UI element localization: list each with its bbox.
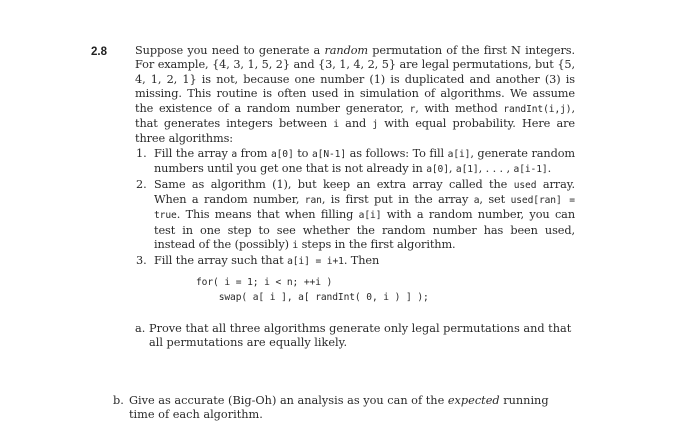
code-term: a[i]	[447, 148, 471, 160]
text-run: and	[338, 117, 373, 131]
text-run: , . . . ,	[478, 162, 514, 176]
text-run: , generate random numbers until you get one that is not already in	[154, 146, 576, 176]
exercise-intro	[135, 44, 575, 147]
algorithm-number: 2.	[136, 177, 147, 191]
code-term: used[ran] = true	[154, 195, 575, 222]
code-term: r	[409, 103, 416, 115]
text-run: to	[293, 146, 312, 160]
text-run: Fill the array	[154, 146, 232, 160]
text-run: .	[547, 162, 552, 176]
code-block	[196, 275, 575, 305]
code-term: a[i]	[358, 210, 382, 222]
text-run: , set	[479, 193, 511, 207]
text-run: from	[237, 146, 271, 160]
code-term: j	[372, 119, 379, 131]
algorithm-item-1	[135, 147, 575, 178]
algorithm-text	[154, 178, 575, 252]
code-term: a[N-1]	[311, 148, 347, 160]
text-run: with equal probability. Here are three algorithms:	[135, 117, 575, 146]
text-run: Same as algorithm (1), but keep an extra array called the	[154, 177, 514, 191]
code-term: a	[473, 195, 480, 207]
text-run: . Then	[343, 253, 380, 267]
text-run: , with method	[415, 101, 504, 115]
text-run: Fill the array such that	[154, 253, 288, 267]
code-line: for( i = 1; i < n; ++i )	[196, 277, 333, 289]
text-run: permutation of the first N integers. For example, {4, 3, 1, 5, 2} and {3, 1, 4, 2, 5} are legal permutations, but {5, 4, 1, 2, 1} is not, because one number (1) is duplicated and another (3) is missing. This routine is often used in simulation of algorithms. We assume the existence of a random number generator,	[135, 44, 575, 115]
code-term: used	[513, 179, 537, 191]
code-term: a	[231, 148, 238, 160]
part-label: a.	[135, 322, 146, 335]
algorithm-text	[154, 147, 575, 175]
code-term: a[1]	[455, 164, 479, 176]
text-run: array. When a random number,	[154, 177, 575, 207]
text-run: , that generates integers between	[135, 101, 575, 131]
text-run: as follows: To fill	[346, 146, 448, 160]
code-line: swap( a[ i ], a[ randInt( 0, i ) ] );	[196, 292, 429, 304]
question-part-b	[113, 394, 575, 423]
code-term: a[0]	[270, 148, 294, 160]
code-term: i	[333, 119, 339, 131]
text-run: Give as accurate (Big-Oh) an analysis as you can of the	[129, 394, 448, 407]
code-term: a[i-1]	[513, 164, 548, 176]
question-part-a	[135, 322, 575, 351]
code-term: randInt(i,j)	[503, 103, 572, 115]
algorithm-number: 1.	[136, 146, 147, 160]
text-run: ,	[448, 162, 456, 176]
code-term: a[i] = i+1	[287, 255, 344, 267]
emphasis-text: expected	[447, 394, 500, 407]
text-run: with a random number, you can test in one step to see whether the random number has been used, instead of the (possibly)	[154, 208, 575, 252]
text-run: , is first put in the array	[321, 193, 474, 207]
algorithm-item-2	[135, 178, 575, 254]
code-term: i	[292, 240, 299, 252]
algorithm-item-3	[135, 254, 575, 305]
part-label: b.	[113, 394, 124, 407]
algorithm-text	[154, 254, 379, 267]
text-run: Suppose you need to generate a	[135, 44, 325, 57]
code-term: ran	[304, 195, 322, 207]
part-text	[113, 394, 575, 423]
algorithm-list	[135, 147, 575, 305]
code-term: a[0]	[426, 164, 449, 176]
exercise-number: 2.8	[91, 46, 107, 58]
algorithm-number: 3.	[136, 253, 147, 267]
text-run: running time of each algorithm.	[129, 394, 549, 422]
text-run: . This means that when filling	[176, 208, 359, 222]
text-run: steps in the first algorithm.	[298, 238, 456, 252]
emphasis-text: random	[324, 44, 369, 57]
exercise-body	[135, 44, 575, 305]
part-text: Prove that all three algorithms generate only legal permutations and that all permutations are equally likely.	[149, 322, 572, 350]
